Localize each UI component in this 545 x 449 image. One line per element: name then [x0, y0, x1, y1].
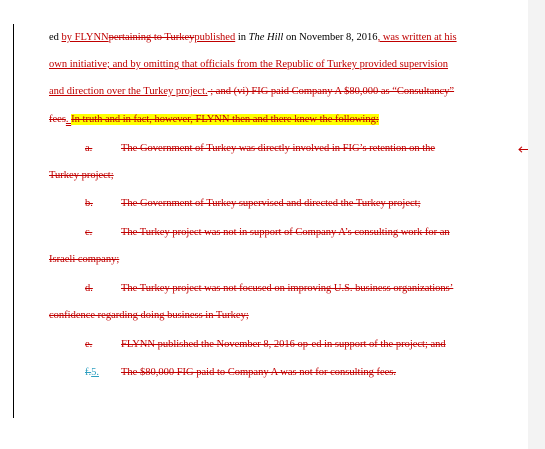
inserted-text: . [65, 114, 72, 125]
deleted-highlighted-text: : [375, 114, 379, 125]
text-run: ed [49, 32, 62, 43]
inserted-text: published [194, 32, 236, 43]
paragraph-line-3 [49, 85, 454, 98]
deleted-text: The Government of Turkey was directly involved in FIG’s retention on the [121, 143, 436, 154]
paragraph-line-2 [49, 58, 448, 71]
deleted-text: FLYNN published the November 8, 2016 op-ed in support of the project; and [121, 339, 446, 350]
text-run: on November 8, 2016 [283, 32, 378, 43]
publication-name: The Hill [248, 32, 284, 43]
list-label: d. [85, 283, 93, 294]
arrow-left-icon[interactable] [518, 146, 528, 153]
list-item-b [85, 197, 420, 210]
list-item-c-continuation [49, 253, 119, 266]
list-label: c. [85, 227, 93, 238]
list-item-d-continuation [49, 309, 249, 322]
comment-pane [528, 0, 545, 449]
inserted-text: by FLYNN [61, 32, 109, 43]
inserted-label: 5. [91, 367, 99, 378]
paragraph-line-1 [49, 31, 457, 44]
text-run: in [235, 32, 249, 43]
list-item-e [85, 338, 446, 351]
inserted-text: , was written at his [377, 32, 457, 43]
inserted-text: own initiative; and by omitting that officials from the Republic of Turkey provided supervision [49, 59, 449, 70]
list-item-d [85, 282, 453, 295]
list-label: b. [85, 198, 93, 209]
deleted-text: ; and (vi) FIG paid Company A $80,000 as “Consultancy” [207, 86, 455, 97]
list-label: a. [85, 143, 93, 154]
list-label: e. [85, 339, 93, 350]
list-item-f [85, 366, 396, 379]
inserted-text: and direction over the Turkey project. [49, 86, 208, 97]
deleted-text: fees [49, 114, 66, 125]
deleted-text: Israeli company; [49, 254, 120, 265]
deleted-text: The Turkey project was not in support of Company A’s consulting work for an [121, 227, 450, 238]
list-item-c [85, 226, 450, 239]
deleted-text: The $80,000 FIG paid to Company A was not for consulting fees. [121, 367, 397, 378]
deleted-text: The Turkey project was not focused on improving U.S. business organizations’ [121, 283, 454, 294]
list-item-a-continuation [49, 169, 114, 182]
list-label [85, 366, 121, 379]
list-item-a [85, 142, 435, 155]
deleted-highlighted-text: In truth and in fact, however, FLYNN then and there knew the following [71, 114, 376, 125]
deleted-text: The Government of Turkey supervised and directed the Turkey project; [121, 198, 421, 209]
deleted-label: f. [85, 367, 92, 378]
deleted-text: confidence regarding doing business in Turkey; [49, 310, 249, 321]
deleted-text: Turkey project; [49, 170, 114, 181]
deleted-text: pertaining to Turkey [108, 32, 195, 43]
paragraph-line-4 [49, 113, 379, 126]
change-bar [13, 24, 14, 418]
